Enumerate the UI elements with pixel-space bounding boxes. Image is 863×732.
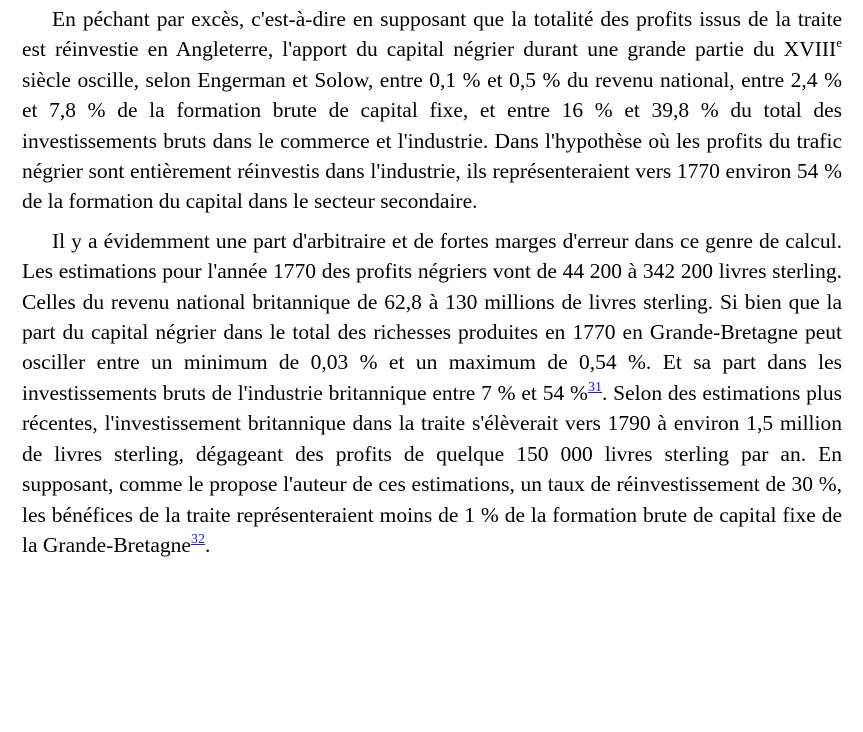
paragraph-2-text-a: Il y a évidemment une part d'arbitraire et de fortes marges d'erreur dans ce genre de calcul. Les estimations pour l'année 1770 des profits négriers vont de 44 200 à 342 200 livres sterling. Celles du revenu national britannique de 62,8 à 130 millions de livres sterling. Si bien que la part du capital négrier dans le total des richesses produites en 1770 en Grande-Bretagne peut osciller entre un minimum de 0,03 % et un maximum de 0,54 %. Et sa part dans les investissements bruts de l'industrie britannique entre 7 % et 54 % xyxy=(22,228,842,405)
document-body xyxy=(22,4,842,560)
paragraph-1-text-b: siècle oscille, selon Engerman et Solow, entre 0,1 % et 0,5 % du revenu national, entre 2,4 % et 7,8 % de la formation brute de capital fixe, et entre 16 % et 39,8 % du total des investissements bruts dans le commerce et l'industrie. Dans l'hypothèse où les profits du trafic négrier sont entièrement réinvestis dans l'industrie, ils représenteraient vers 1770 environ 54 % de la formation du capital dans le secteur secondaire. xyxy=(22,67,842,214)
paragraph-2-text-b: . Selon des estimations plus récentes, l'investissement britannique dans la traite s'élèverait vers 1790 à environ 1,5 million de livres sterling, dégageant des profits de quelque 150 000 livres sterling par an. En supposant, comme le propose l'auteur de ces estimations, un taux de réinvestissement de 30 %, les bénéfices de la traite représenteraient moins de 1 % de la formation brute de capital fixe de la Grande-Bretagne xyxy=(22,380,842,557)
footnote-link-32[interactable]: 32 xyxy=(190,531,205,547)
paragraph-2-text-c: . xyxy=(204,532,211,557)
paragraph-1 xyxy=(22,4,842,217)
century-superscript: e xyxy=(836,35,842,51)
paragraph-2 xyxy=(22,226,842,560)
footnote-link-31[interactable]: 31 xyxy=(587,379,602,395)
paragraph-1-text-a: En péchant par excès, c'est-à-dire en supposant que la totalité des profits issus de la traite est réinvestie en Angleterre, l'apport du capital négrier durant une grande partie du XVIII xyxy=(22,7,842,62)
